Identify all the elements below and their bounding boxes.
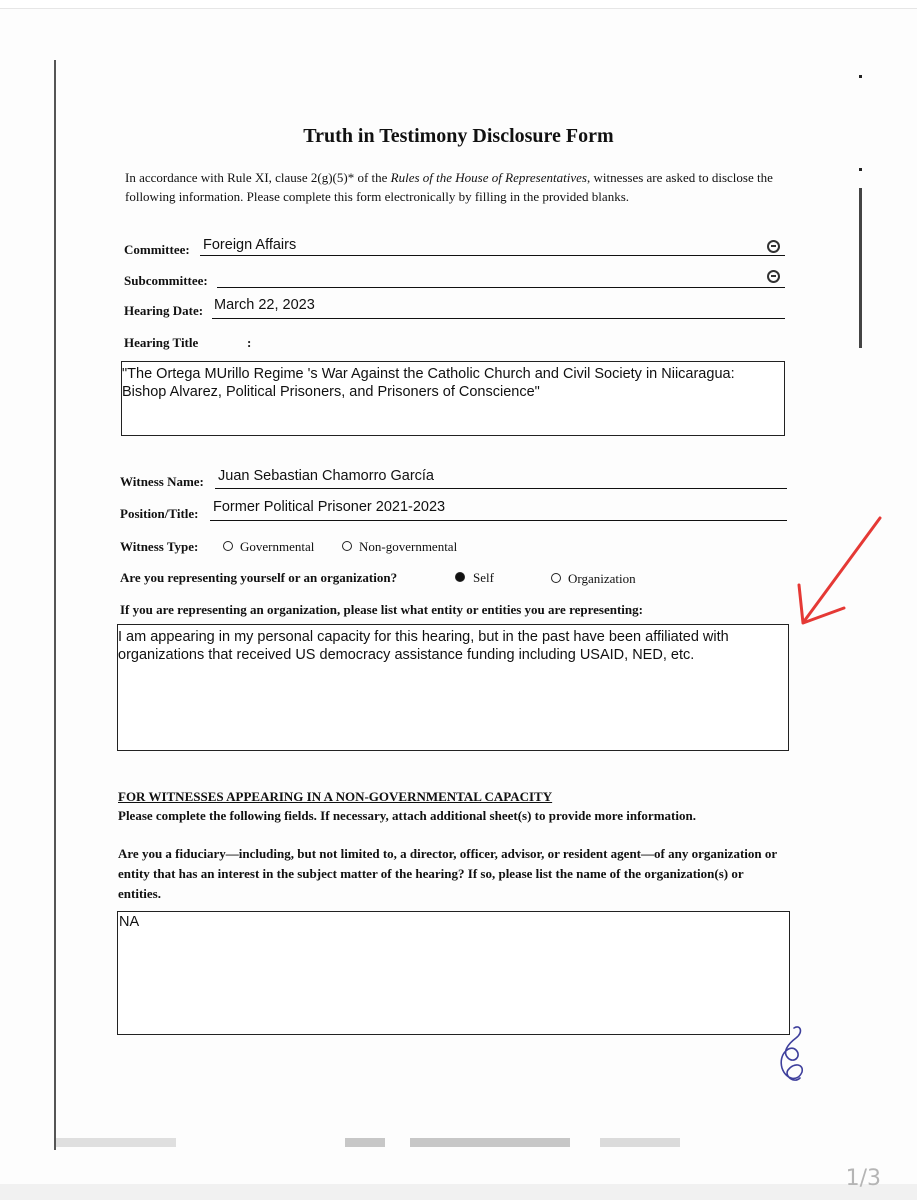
- committee-field[interactable]: Foreign Affairs: [203, 237, 297, 253]
- witness-type-label: Witness Type:: [120, 539, 199, 554]
- hearing-date-label: Hearing Date:: [124, 303, 204, 318]
- fiduciary-question: Are you a fiduciary—including, but not limited to, a director, officer, advisor, or resident agent—of any organization or entity that has an interest in the subject matter of the hearing? If so, please list the name of the organization(s) or entities.: [118, 846, 777, 901]
- representing-question: Are you representing yourself or an organization?: [120, 570, 398, 585]
- committee-label: Committee:: [124, 242, 190, 257]
- position-title-label: Position/Title:: [120, 506, 199, 521]
- subcommittee-label: Subcommittee:: [124, 273, 208, 288]
- scan-smudge: [410, 1138, 570, 1147]
- scan-smudge: [56, 1138, 176, 1147]
- nongov-instructions: Please complete the following fields. If necessary, attach additional sheet(s) to provide more information.: [118, 808, 696, 823]
- scan-smudge: [345, 1138, 385, 1147]
- scan-smudge: [600, 1138, 680, 1147]
- fiduciary-text: NA: [119, 914, 140, 930]
- hearing-title-label: Hearing Title: [124, 335, 199, 350]
- witness-name-label: Witness Name:: [120, 474, 204, 489]
- hearing-date-field[interactable]: March 22, 2023: [214, 297, 315, 313]
- page-indicator: 1/3: [845, 1166, 881, 1191]
- hearing-title-colon: :: [247, 335, 252, 350]
- form-title: Truth in Testimony Disclosure Form: [303, 125, 614, 147]
- self-option-label: Self: [473, 570, 494, 585]
- non-governmental-option-label: Non-governmental: [359, 539, 458, 554]
- nongov-section-heading: FOR WITNESSES APPEARING IN A NON-GOVERNMENTAL CAPACITY: [118, 789, 553, 804]
- organization-option-label: Organization: [568, 571, 636, 586]
- form-intro: In accordance with Rule XI, clause 2(g)(5)* of the Rules of the House of Representatives, witnesses are asked to disclose the following information. Please complete this form electronically by filling in the provided blanks.: [125, 170, 773, 204]
- governmental-option-label: Governmental: [240, 539, 315, 554]
- witness-name-field[interactable]: Juan Sebastian Chamorro García: [218, 468, 434, 484]
- position-title-field[interactable]: Former Political Prisoner 2021-2023: [213, 499, 446, 515]
- entities-question: If you are representing an organization, please list what entity or entities you are representing:: [120, 602, 643, 617]
- handwritten-initials-icon: [770, 1022, 815, 1087]
- entities-text: I am appearing in my personal capacity for this hearing, but in the past have been affiliated with organizations that received US democracy assistance funding including USAID, NED, etc.: [118, 629, 729, 663]
- hearing-title-text: "The Ortega MUrillo Regime 's War Against the Catholic Church and Civil Society in Niicaragua: Bishop Alvarez, Political Prisoners, and Prisoners of Conscience": [122, 366, 735, 400]
